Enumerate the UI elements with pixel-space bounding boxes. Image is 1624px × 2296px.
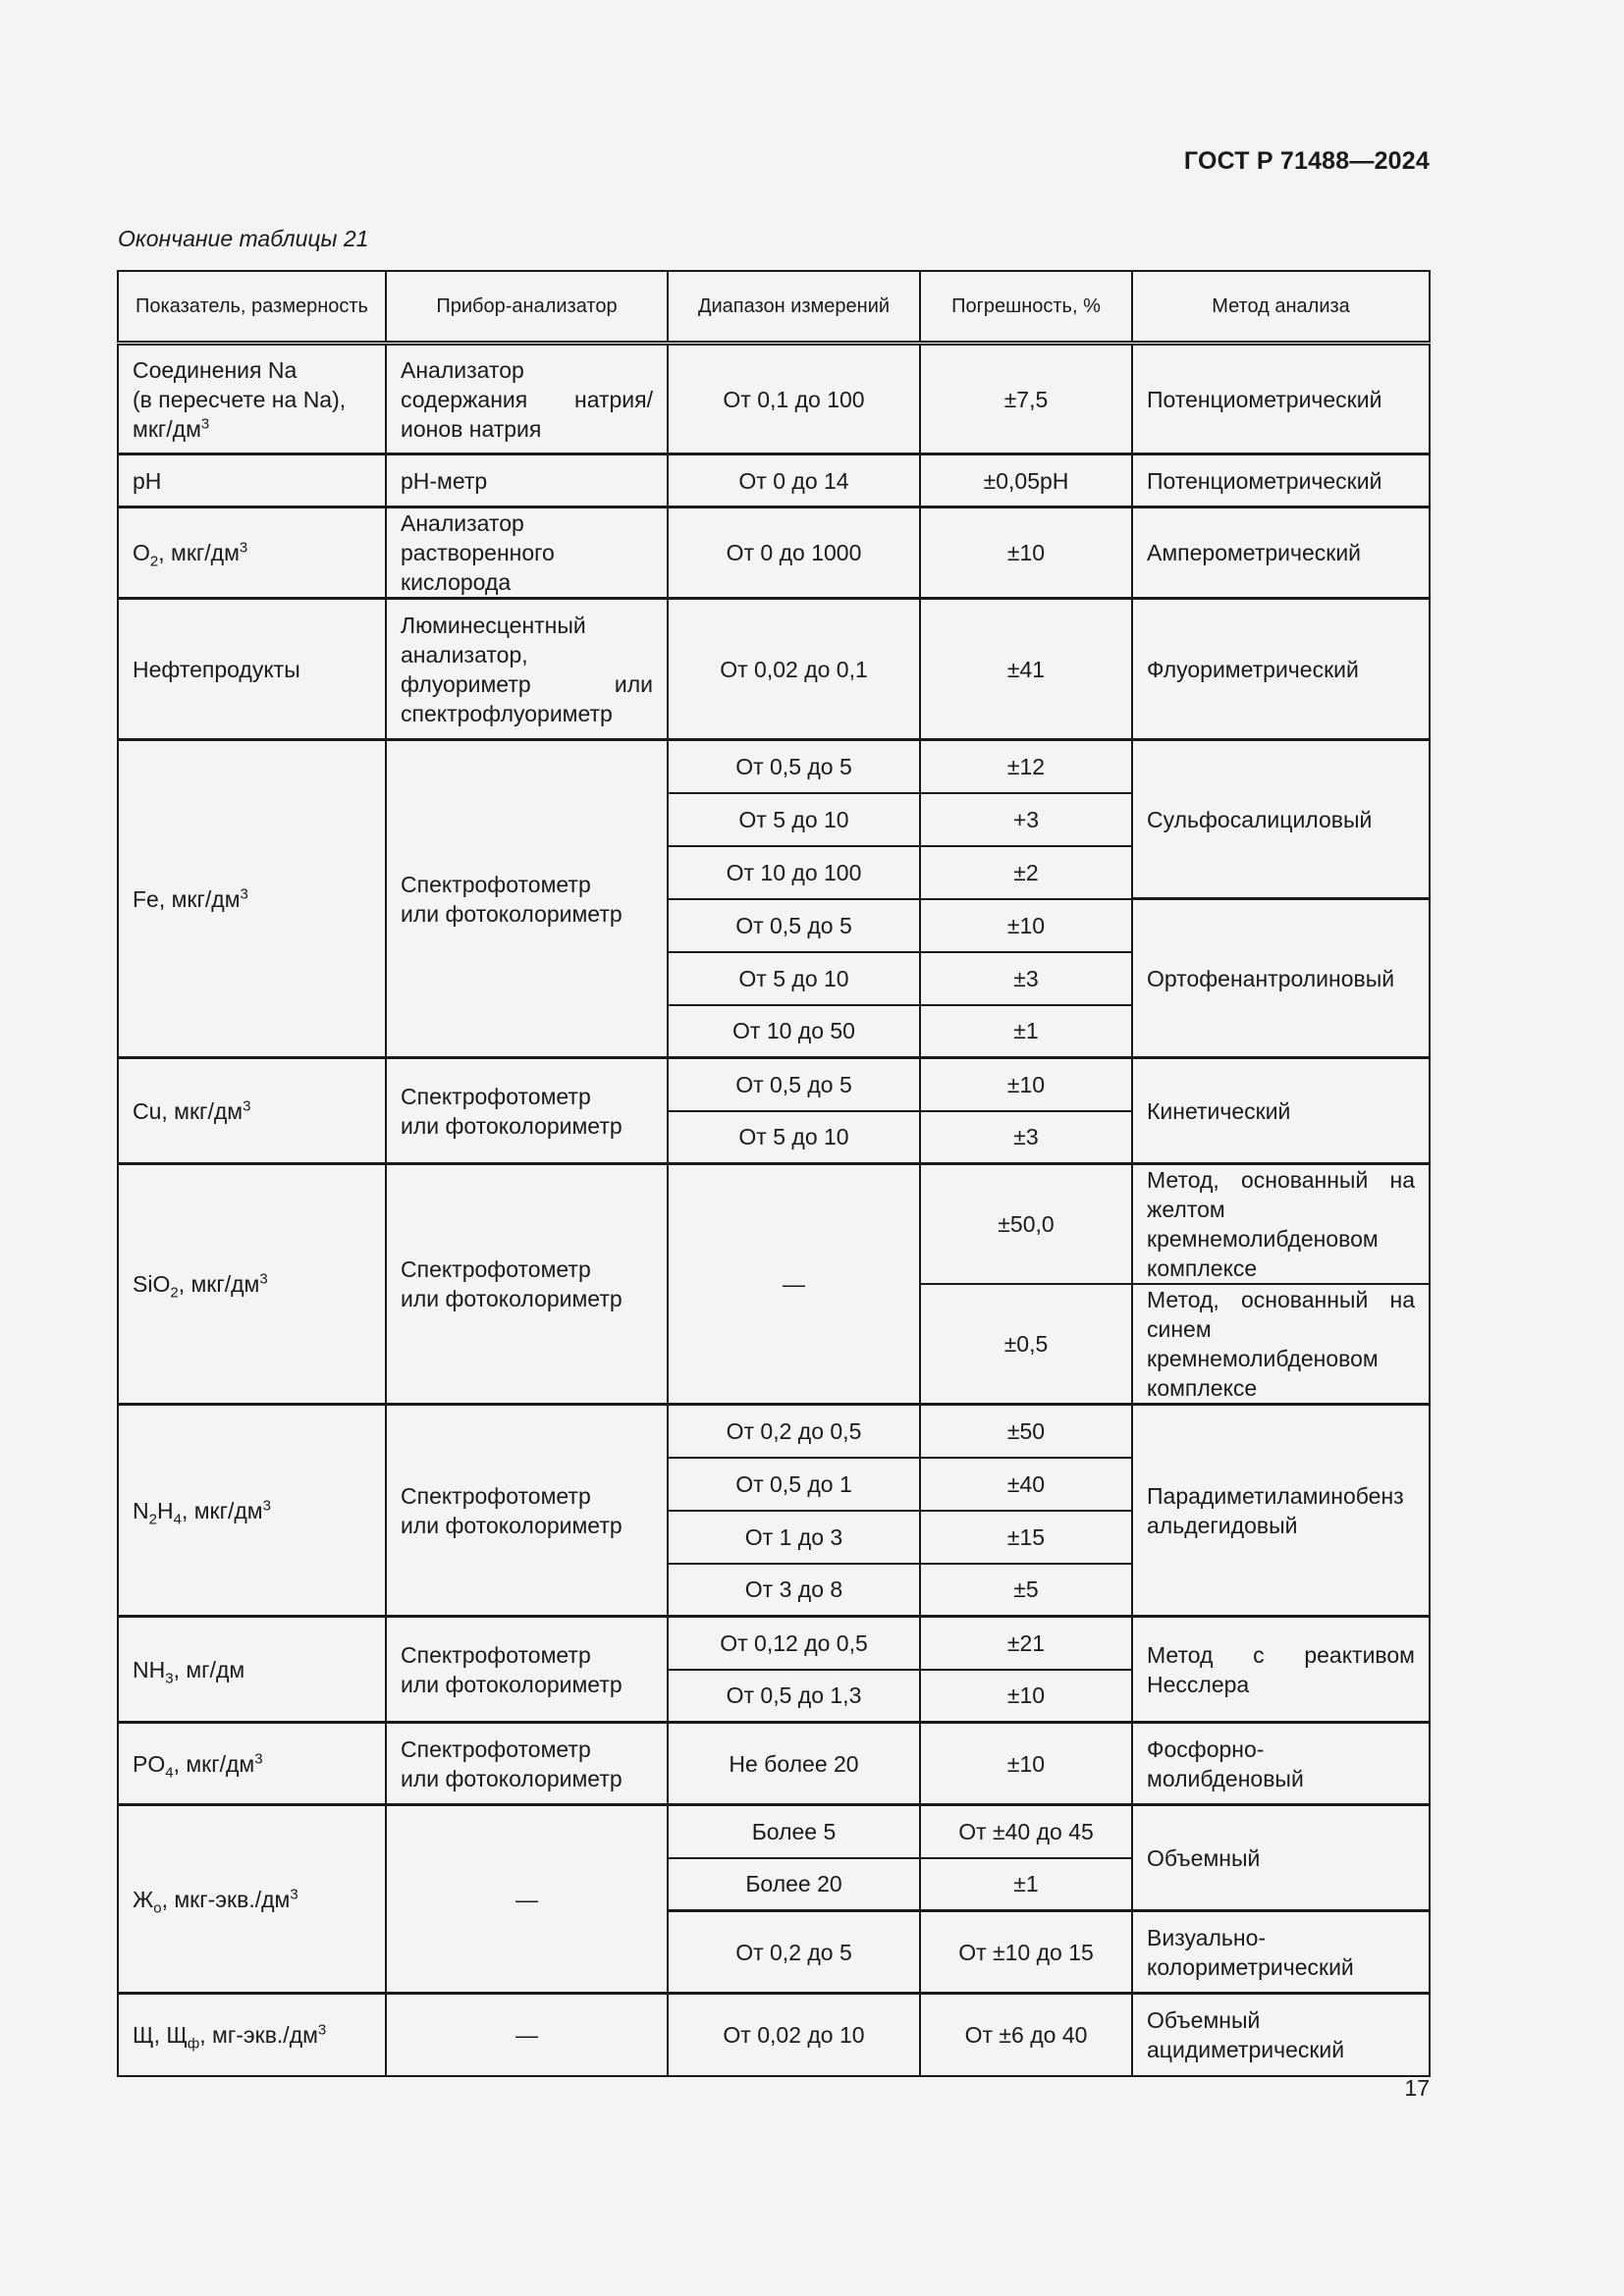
table-row — [118, 454, 1430, 507]
method-cell: Объемный ацидиметрический — [1132, 1994, 1430, 2076]
error-cell: ±50 — [920, 1405, 1132, 1458]
param-cell: $NH_3$, мг/дм — [118, 1617, 386, 1723]
error-cell: ±7,5 — [920, 344, 1132, 454]
table-row — [118, 1405, 1430, 1458]
table-header-row — [118, 271, 1430, 344]
range-cell: От 0,5 до 5 — [668, 740, 920, 793]
range-cell: От 10 до 100 — [668, 846, 920, 899]
device-cell: Спектрофотометр или фотоколориметр — [386, 1405, 668, 1617]
table-row — [118, 1805, 1430, 1858]
range-cell: От 0 до 14 — [668, 454, 920, 507]
range-cell: От 0,5 до 1,3 — [668, 1670, 920, 1723]
error-cell: От ±10 до 15 — [920, 1911, 1132, 1994]
error-cell: ±21 — [920, 1617, 1132, 1670]
error-cell: ±3 — [920, 952, 1132, 1005]
table-row — [118, 1617, 1430, 1670]
method-cell: Ортофенантролиновый — [1132, 899, 1430, 1058]
range-cell: От 0,12 до 0,5 — [668, 1617, 920, 1670]
table-row — [118, 507, 1430, 599]
table-row — [118, 740, 1430, 793]
col-header-range: Диапазон измерений — [668, 271, 920, 344]
param-cell: Fe, мкг/$дм^3$ — [118, 740, 386, 1058]
col-header-device: Прибор-анализатор — [386, 271, 668, 344]
range-cell: От 0 до 1000 — [668, 507, 920, 599]
range-cell: От 5 до 10 — [668, 952, 920, 1005]
range-cell: От 0,5 до 5 — [668, 1058, 920, 1111]
error-cell: ±10 — [920, 507, 1132, 599]
error-cell: ±10 — [920, 1670, 1132, 1723]
error-cell: ±5 — [920, 1564, 1132, 1617]
device-cell: Спектрофотометр или фотоколориметр — [386, 1617, 668, 1723]
col-header-method: Метод анализа — [1132, 271, 1430, 344]
device-cell: — — [386, 1805, 668, 1994]
error-cell: От ±40 до 45 — [920, 1805, 1132, 1858]
error-cell: ±2 — [920, 846, 1132, 899]
error-cell: ±1 — [920, 1005, 1132, 1058]
range-cell: От 0,1 до 100 — [668, 344, 920, 454]
range-cell: Более 20 — [668, 1858, 920, 1911]
error-cell: ±0,5 — [920, 1284, 1132, 1405]
table-row — [118, 1164, 1430, 1285]
error-cell: ±50,0 — [920, 1164, 1132, 1285]
error-cell: ±10 — [920, 899, 1132, 952]
param-cell: Cu, мкг/$дм^3$ — [118, 1058, 386, 1164]
error-cell: ±12 — [920, 740, 1132, 793]
param-cell: $PO_4$, мкг/$дм^3$ — [118, 1723, 386, 1805]
error-cell: ±41 — [920, 599, 1132, 740]
method-cell: Метод, основанный на синем кремнемолибденовом комплексе — [1132, 1284, 1430, 1405]
error-cell: ±1 — [920, 1858, 1132, 1911]
error-cell: От ±6 до 40 — [920, 1994, 1132, 2076]
method-cell: Объемный — [1132, 1805, 1430, 1911]
document-code: ГОСТ Р 71488—2024 — [1183, 147, 1430, 175]
range-cell: От 0,5 до 1 — [668, 1458, 920, 1511]
method-cell: Метод с реактивом Несслера — [1132, 1617, 1430, 1723]
range-cell: Не более 20 — [668, 1723, 920, 1805]
table-row — [118, 1058, 1430, 1111]
table-row — [118, 344, 1430, 454]
range-cell: От 0,02 до 10 — [668, 1994, 920, 2076]
range-cell: От 3 до 8 — [668, 1564, 920, 1617]
param-cell: Щ, $Щ_ф$, $мг-экв./дм^3$ — [118, 1994, 386, 2076]
method-cell: Визуально-колориметрический — [1132, 1911, 1430, 1994]
table-row — [118, 599, 1430, 740]
device-cell: Спектрофотометр или фотоколориметр — [386, 740, 668, 1058]
range-cell: — — [668, 1164, 920, 1405]
method-cell: Потенциометрический — [1132, 344, 1430, 454]
error-cell: ±3 — [920, 1111, 1132, 1164]
range-cell: От 0,2 до 5 — [668, 1911, 920, 1994]
table-caption: Окончание таблицы 21 — [118, 226, 369, 251]
device-cell: Анализатор содержания натрия/ионов натрия — [386, 344, 668, 454]
method-cell: Флуориметрический — [1132, 599, 1430, 740]
method-cell: Амперометрический — [1132, 507, 1430, 599]
range-cell: От 1 до 3 — [668, 1511, 920, 1564]
method-cell: Потенциометрический — [1132, 454, 1430, 507]
device-cell: Люминесцентный анализатор, флуориметр или спектрофлуориметр — [386, 599, 668, 740]
method-cell: Сульфосалициловый — [1132, 740, 1430, 899]
device-cell: Спектрофотометр или фотоколориметр — [386, 1164, 668, 1405]
param-cell: $O_2$, мкг/$дм^3$ — [118, 507, 386, 599]
error-cell: ±10 — [920, 1058, 1132, 1111]
error-cell: ±10 — [920, 1723, 1132, 1805]
error-cell: ±15 — [920, 1511, 1132, 1564]
measurement-table — [117, 270, 1431, 2077]
range-cell: От 5 до 10 — [668, 1111, 920, 1164]
param-cell: pH — [118, 454, 386, 507]
param-cell: SiO$_2$, мкг/$дм^3$ — [118, 1164, 386, 1405]
range-cell: От 10 до 50 — [668, 1005, 920, 1058]
device-cell: Спектрофотометр или фотоколориметр — [386, 1058, 668, 1164]
range-cell: От 0,02 до 0,1 — [668, 599, 920, 740]
range-cell: От 0,5 до 5 — [668, 899, 920, 952]
param-cell: $N_2H_4$, мкг/$дм^3$ — [118, 1405, 386, 1617]
method-cell: Фосфорно-молибденовый — [1132, 1723, 1430, 1805]
device-cell: Спектрофотометр или фотоколориметр — [386, 1723, 668, 1805]
error-cell: +3 — [920, 793, 1132, 846]
range-cell: Более 5 — [668, 1805, 920, 1858]
method-cell: Кинетический — [1132, 1058, 1430, 1164]
col-header-error: Погрешность, % — [920, 271, 1132, 344]
param-cell: Нефтепродукты — [118, 599, 386, 740]
param-cell: $Ж_о$, мкг-$экв./дм^3$ — [118, 1805, 386, 1994]
device-cell: Анализатор растворенного кислорода — [386, 507, 668, 599]
method-cell: Метод, основанный на желтом кремнемолибденовом комплексе — [1132, 1164, 1430, 1285]
col-header-parameter: Показатель, размерность — [118, 271, 386, 344]
error-cell: ±40 — [920, 1458, 1132, 1511]
table-row — [118, 1723, 1430, 1805]
param-cell: Соединения Na (в пересчете на Na), мкг/$дм^3$ — [118, 344, 386, 454]
page-number: 17 — [1404, 2075, 1430, 2101]
device-cell: pH-метр — [386, 454, 668, 507]
device-cell: — — [386, 1994, 668, 2076]
error-cell: ±0,05pH — [920, 454, 1132, 507]
method-cell: Парадиметиламинобензальдегидовый — [1132, 1405, 1430, 1617]
range-cell: От 5 до 10 — [668, 793, 920, 846]
range-cell: От 0,2 до 0,5 — [668, 1405, 920, 1458]
table-row — [118, 1994, 1430, 2076]
